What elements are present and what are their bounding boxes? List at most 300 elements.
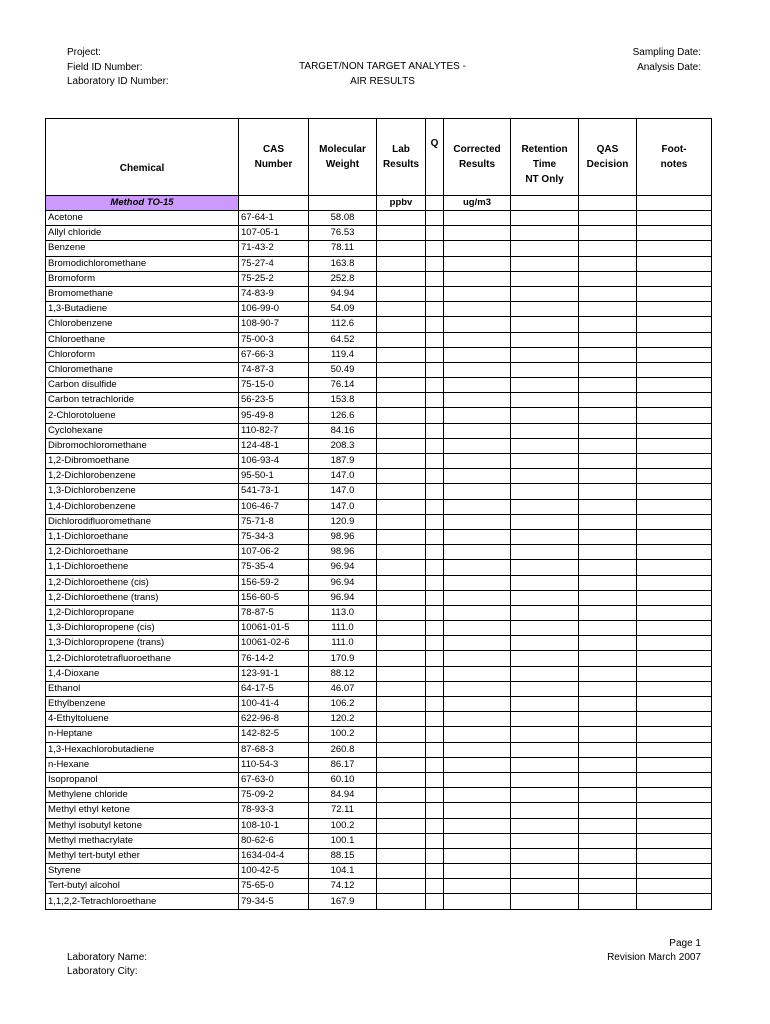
cas-number: 95-50-1: [239, 469, 309, 484]
table-row: [46, 666, 712, 681]
chemical-name: 1,1-Dichloroethene: [46, 560, 239, 575]
molecular-weight: 120.9: [309, 514, 377, 529]
q-cell: [426, 681, 444, 696]
q-cell: [426, 271, 444, 286]
cas-number: 106-46-7: [239, 499, 309, 514]
q-cell: [426, 605, 444, 620]
qas-decision-cell: [579, 636, 637, 651]
footnote-cell: [637, 560, 712, 575]
retention-time-cell: [511, 605, 579, 620]
qas-decision-cell: [579, 651, 637, 666]
table-row: [46, 256, 712, 271]
cas-number: 106-93-4: [239, 454, 309, 469]
method-foot: [637, 196, 712, 211]
molecular-weight: 167.9: [309, 894, 377, 909]
molecular-weight: 153.8: [309, 393, 377, 408]
method-q: [426, 196, 444, 211]
qas-decision-cell: [579, 803, 637, 818]
qas-decision-cell: [579, 438, 637, 453]
table-row: [46, 302, 712, 317]
lab-result-cell: [377, 438, 426, 453]
retention-time-cell: [511, 879, 579, 894]
corrected-result-cell: [444, 742, 511, 757]
molecular-weight: 86.17: [309, 757, 377, 772]
cas-number: 107-06-2: [239, 545, 309, 560]
table-row: [46, 727, 712, 742]
corrected-result-cell: [444, 271, 511, 286]
q-cell: [426, 408, 444, 423]
col-retention-time: Retention Time NT Only: [511, 119, 579, 196]
footnote-cell: [637, 286, 712, 301]
corrected-result-cell: [444, 560, 511, 575]
q-cell: [426, 575, 444, 590]
qas-decision-cell: [579, 469, 637, 484]
lab-result-cell: [377, 575, 426, 590]
footnote-cell: [637, 332, 712, 347]
chemical-name: Methyl methacrylate: [46, 833, 239, 848]
retention-time-cell: [511, 454, 579, 469]
project-label: Project:: [67, 47, 101, 58]
table-row: [46, 636, 712, 651]
cas-number: 56-23-5: [239, 393, 309, 408]
table-row: [46, 408, 712, 423]
molecular-weight: 46.07: [309, 681, 377, 696]
cas-number: 123-91-1: [239, 666, 309, 681]
molecular-weight: 112.6: [309, 317, 377, 332]
chemical-name: 2-Chlorotoluene: [46, 408, 239, 423]
molecular-weight: 78.11: [309, 241, 377, 256]
lab-result-cell: [377, 514, 426, 529]
corrected-result-cell: [444, 378, 511, 393]
corrected-result-cell: [444, 347, 511, 362]
page-number: Page 1: [669, 938, 701, 949]
footnote-cell: [637, 408, 712, 423]
chemical-name: Chloroform: [46, 347, 239, 362]
chemical-name: 1,1,2,2-Tetrachloroethane: [46, 894, 239, 909]
chemical-name: 1,3-Butadiene: [46, 302, 239, 317]
q-cell: [426, 697, 444, 712]
q-cell: [426, 226, 444, 241]
footnote-cell: [637, 241, 712, 256]
molecular-weight: 147.0: [309, 469, 377, 484]
corrected-result-cell: [444, 803, 511, 818]
lab-result-cell: [377, 302, 426, 317]
footnote-cell: [637, 378, 712, 393]
corrected-result-cell: [444, 788, 511, 803]
corrected-result-cell: [444, 590, 511, 605]
q-cell: [426, 362, 444, 377]
table-row: [46, 742, 712, 757]
footnote-cell: [637, 362, 712, 377]
lab-result-cell: [377, 636, 426, 651]
chemical-name: 1,2-Dichloroethene (cis): [46, 575, 239, 590]
table-row: [46, 438, 712, 453]
footnote-cell: [637, 697, 712, 712]
corrected-result-cell: [444, 423, 511, 438]
lab-result-cell: [377, 621, 426, 636]
retention-time-cell: [511, 378, 579, 393]
footer-right: [607, 937, 701, 965]
cas-number: 75-65-0: [239, 879, 309, 894]
lab-result-cell: [377, 651, 426, 666]
corrected-result-cell: [444, 317, 511, 332]
molecular-weight: 120.2: [309, 712, 377, 727]
title-line-1: TARGET/NON TARGET ANALYTES -: [299, 61, 466, 72]
lab-result-cell: [377, 772, 426, 787]
q-cell: [426, 621, 444, 636]
corrected-result-cell: [444, 438, 511, 453]
q-cell: [426, 529, 444, 544]
cas-number: 67-66-3: [239, 347, 309, 362]
footnote-cell: [637, 545, 712, 560]
col-footnotes: Foot- notes: [637, 119, 712, 196]
qas-decision-cell: [579, 772, 637, 787]
molecular-weight: 187.9: [309, 454, 377, 469]
molecular-weight: 88.15: [309, 848, 377, 863]
corrected-result-cell: [444, 469, 511, 484]
cas-number: 156-59-2: [239, 575, 309, 590]
corrected-result-cell: [444, 666, 511, 681]
corrected-result-cell: [444, 681, 511, 696]
q-cell: [426, 545, 444, 560]
qas-decision-cell: [579, 742, 637, 757]
lab-result-cell: [377, 742, 426, 757]
molecular-weight: 98.96: [309, 545, 377, 560]
q-cell: [426, 438, 444, 453]
corrected-result-cell: [444, 772, 511, 787]
chemical-name: 1,4-Dioxane: [46, 666, 239, 681]
table-row: [46, 575, 712, 590]
corrected-result-cell: [444, 514, 511, 529]
corrected-result-cell: [444, 697, 511, 712]
footnote-cell: [637, 317, 712, 332]
qas-decision-cell: [579, 864, 637, 879]
retention-time-cell: [511, 651, 579, 666]
qas-decision-cell: [579, 393, 637, 408]
lab-result-cell: [377, 681, 426, 696]
molecular-weight: 64.52: [309, 332, 377, 347]
molecular-weight: 94.94: [309, 286, 377, 301]
qas-decision-cell: [579, 560, 637, 575]
footnote-cell: [637, 514, 712, 529]
retention-time-cell: [511, 803, 579, 818]
footnote-cell: [637, 636, 712, 651]
table-row: [46, 894, 712, 909]
chemical-name: Bromoform: [46, 271, 239, 286]
method-row: [46, 196, 712, 211]
table-row: [46, 879, 712, 894]
molecular-weight: 113.0: [309, 605, 377, 620]
chemical-name: Carbon tetrachloride: [46, 393, 239, 408]
qas-decision-cell: [579, 332, 637, 347]
qas-decision-cell: [579, 727, 637, 742]
qas-decision-cell: [579, 590, 637, 605]
table-row: [46, 332, 712, 347]
table-row: [46, 241, 712, 256]
cas-number: 75-15-0: [239, 378, 309, 393]
lab-result-cell: [377, 393, 426, 408]
retention-time-cell: [511, 362, 579, 377]
molecular-weight: 104.1: [309, 864, 377, 879]
corrected-result-cell: [444, 393, 511, 408]
retention-time-cell: [511, 286, 579, 301]
col-cas-number: CAS Number: [239, 119, 309, 196]
title-line-2: AIR RESULTS: [350, 75, 415, 87]
cas-number: 67-64-1: [239, 211, 309, 226]
footnote-cell: [637, 818, 712, 833]
cas-number: 79-34-5: [239, 894, 309, 909]
molecular-weight: 147.0: [309, 484, 377, 499]
retention-time-cell: [511, 712, 579, 727]
footnote-cell: [637, 803, 712, 818]
lab-result-cell: [377, 499, 426, 514]
lab-result-cell: [377, 378, 426, 393]
page-title: [255, 60, 510, 89]
corrected-result-cell: [444, 727, 511, 742]
qas-decision-cell: [579, 621, 637, 636]
footnote-cell: [637, 393, 712, 408]
retention-time-cell: [511, 697, 579, 712]
table-row: [46, 772, 712, 787]
table-row: [46, 788, 712, 803]
header-right: [633, 46, 701, 75]
footnote-cell: [637, 469, 712, 484]
qas-decision-cell: [579, 545, 637, 560]
retention-time-cell: [511, 256, 579, 271]
lab-result-cell: [377, 347, 426, 362]
corrected-result-cell: [444, 833, 511, 848]
footnote-cell: [637, 621, 712, 636]
cas-number: 78-93-3: [239, 803, 309, 818]
qas-decision-cell: [579, 271, 637, 286]
lab-id-label: Laboratory ID Number:: [67, 76, 169, 87]
corrected-result-cell: [444, 712, 511, 727]
corrected-result-cell: [444, 256, 511, 271]
qas-decision-cell: [579, 788, 637, 803]
molecular-weight: 252.8: [309, 271, 377, 286]
chemical-name: n-Hexane: [46, 757, 239, 772]
cas-number: 107-05-1: [239, 226, 309, 241]
molecular-weight: 126.6: [309, 408, 377, 423]
lab-city-label: Laboratory City:: [67, 966, 138, 977]
chemical-name: 1,2-Dichlorobenzene: [46, 469, 239, 484]
method-qas: [579, 196, 637, 211]
chemical-name: 1,3-Hexachlorobutadiene: [46, 742, 239, 757]
q-cell: [426, 332, 444, 347]
retention-time-cell: [511, 848, 579, 863]
chemical-name: Tert-butyl alcohol: [46, 879, 239, 894]
qas-decision-cell: [579, 833, 637, 848]
table-row: [46, 514, 712, 529]
chemical-name: Methylene chloride: [46, 788, 239, 803]
cas-number: 110-82-7: [239, 423, 309, 438]
molecular-weight: 96.94: [309, 560, 377, 575]
footnote-cell: [637, 484, 712, 499]
corrected-result-cell: [444, 818, 511, 833]
molecular-weight: 58.08: [309, 211, 377, 226]
q-cell: [426, 742, 444, 757]
footnote-cell: [637, 499, 712, 514]
lab-result-cell: [377, 286, 426, 301]
qas-decision-cell: [579, 529, 637, 544]
footnote-cell: [637, 211, 712, 226]
footnote-cell: [637, 833, 712, 848]
cas-number: 108-90-7: [239, 317, 309, 332]
cas-number: 10061-01-5: [239, 621, 309, 636]
lab-result-cell: [377, 211, 426, 226]
table-row: [46, 621, 712, 636]
q-cell: [426, 636, 444, 651]
qas-decision-cell: [579, 575, 637, 590]
molecular-weight: 119.4: [309, 347, 377, 362]
lab-result-cell: [377, 484, 426, 499]
retention-time-cell: [511, 742, 579, 757]
molecular-weight: 111.0: [309, 636, 377, 651]
cas-number: 156-60-5: [239, 590, 309, 605]
corrected-result-cell: [444, 241, 511, 256]
lab-result-cell: [377, 226, 426, 241]
qas-decision-cell: [579, 894, 637, 909]
chemical-name: Ethylbenzene: [46, 697, 239, 712]
chemical-name: Methyl tert-butyl ether: [46, 848, 239, 863]
corrected-result-cell: [444, 499, 511, 514]
chemical-name: Chloroethane: [46, 332, 239, 347]
cas-number: 87-68-3: [239, 742, 309, 757]
molecular-weight: 72.11: [309, 803, 377, 818]
col-corrected-results: Corrected Results: [444, 119, 511, 196]
lab-result-cell: [377, 423, 426, 438]
cas-number: 10061-02-6: [239, 636, 309, 651]
retention-time-cell: [511, 864, 579, 879]
cas-number: 622-96-8: [239, 712, 309, 727]
table-row: [46, 529, 712, 544]
footnote-cell: [637, 454, 712, 469]
table-row: [46, 271, 712, 286]
retention-time-cell: [511, 408, 579, 423]
cas-number: 75-34-3: [239, 529, 309, 544]
q-cell: [426, 712, 444, 727]
cas-number: 80-62-6: [239, 833, 309, 848]
table-row: [46, 712, 712, 727]
retention-time-cell: [511, 271, 579, 286]
table-row: [46, 423, 712, 438]
cas-number: 124-48-1: [239, 438, 309, 453]
lab-result-cell: [377, 241, 426, 256]
lab-result-cell: [377, 727, 426, 742]
q-cell: [426, 757, 444, 772]
molecular-weight: 147.0: [309, 499, 377, 514]
cas-number: 100-41-4: [239, 697, 309, 712]
retention-time-cell: [511, 423, 579, 438]
cas-number: 71-43-2: [239, 241, 309, 256]
molecular-weight: 208.3: [309, 438, 377, 453]
retention-time-cell: [511, 393, 579, 408]
qas-decision-cell: [579, 499, 637, 514]
lab-result-cell: [377, 864, 426, 879]
chemical-name: Dichlorodifluoromethane: [46, 514, 239, 529]
field-id-label: Field ID Number:: [67, 61, 143, 73]
q-cell: [426, 211, 444, 226]
footnote-cell: [637, 347, 712, 362]
qas-decision-cell: [579, 697, 637, 712]
footnote-cell: [637, 256, 712, 271]
q-cell: [426, 651, 444, 666]
molecular-weight: 60.10: [309, 772, 377, 787]
analysis-date-label: Analysis Date:: [637, 61, 701, 73]
qas-decision-cell: [579, 211, 637, 226]
footnote-cell: [637, 666, 712, 681]
table-row: [46, 347, 712, 362]
molecular-weight: 106.2: [309, 697, 377, 712]
cas-number: 142-82-5: [239, 727, 309, 742]
lab-result-cell: [377, 560, 426, 575]
table-row: [46, 803, 712, 818]
molecular-weight: 74.12: [309, 879, 377, 894]
footnote-cell: [637, 879, 712, 894]
footnote-cell: [637, 529, 712, 544]
lab-result-cell: [377, 454, 426, 469]
retention-time-cell: [511, 545, 579, 560]
table-row: [46, 560, 712, 575]
retention-time-cell: [511, 347, 579, 362]
q-cell: [426, 864, 444, 879]
q-cell: [426, 423, 444, 438]
footnote-cell: [637, 590, 712, 605]
chemical-name: 1,3-Dichlorobenzene: [46, 484, 239, 499]
q-cell: [426, 772, 444, 787]
method-cas: [239, 196, 309, 211]
table-row: [46, 469, 712, 484]
lab-unit: ppbv: [377, 196, 426, 211]
q-cell: [426, 347, 444, 362]
q-cell: [426, 499, 444, 514]
retention-time-cell: [511, 772, 579, 787]
qas-decision-cell: [579, 666, 637, 681]
qas-decision-cell: [579, 317, 637, 332]
sampling-date-label: Sampling Date:: [632, 47, 701, 58]
molecular-weight: 170.9: [309, 651, 377, 666]
table-row: [46, 286, 712, 301]
table-row: [46, 211, 712, 226]
retention-time-cell: [511, 818, 579, 833]
lab-result-cell: [377, 697, 426, 712]
cas-number: 541-73-1: [239, 484, 309, 499]
chemical-name: 1,3-Dichloropropene (cis): [46, 621, 239, 636]
chemical-name: Methyl isobutyl ketone: [46, 818, 239, 833]
q-cell: [426, 894, 444, 909]
chemical-name: 1,2-Dichlorotetrafluoroethane: [46, 651, 239, 666]
retention-time-cell: [511, 317, 579, 332]
q-cell: [426, 803, 444, 818]
lab-result-cell: [377, 362, 426, 377]
lab-result-cell: [377, 317, 426, 332]
lab-result-cell: [377, 408, 426, 423]
q-cell: [426, 302, 444, 317]
cas-number: 74-87-3: [239, 362, 309, 377]
table-row: [46, 681, 712, 696]
retention-time-cell: [511, 727, 579, 742]
chemical-name: Allyl chloride: [46, 226, 239, 241]
cas-number: 75-09-2: [239, 788, 309, 803]
molecular-weight: 84.16: [309, 423, 377, 438]
molecular-weight: 163.8: [309, 256, 377, 271]
q-cell: [426, 469, 444, 484]
q-cell: [426, 393, 444, 408]
lab-result-cell: [377, 803, 426, 818]
lab-result-cell: [377, 879, 426, 894]
chemical-name: Ethanol: [46, 681, 239, 696]
lab-result-cell: [377, 894, 426, 909]
